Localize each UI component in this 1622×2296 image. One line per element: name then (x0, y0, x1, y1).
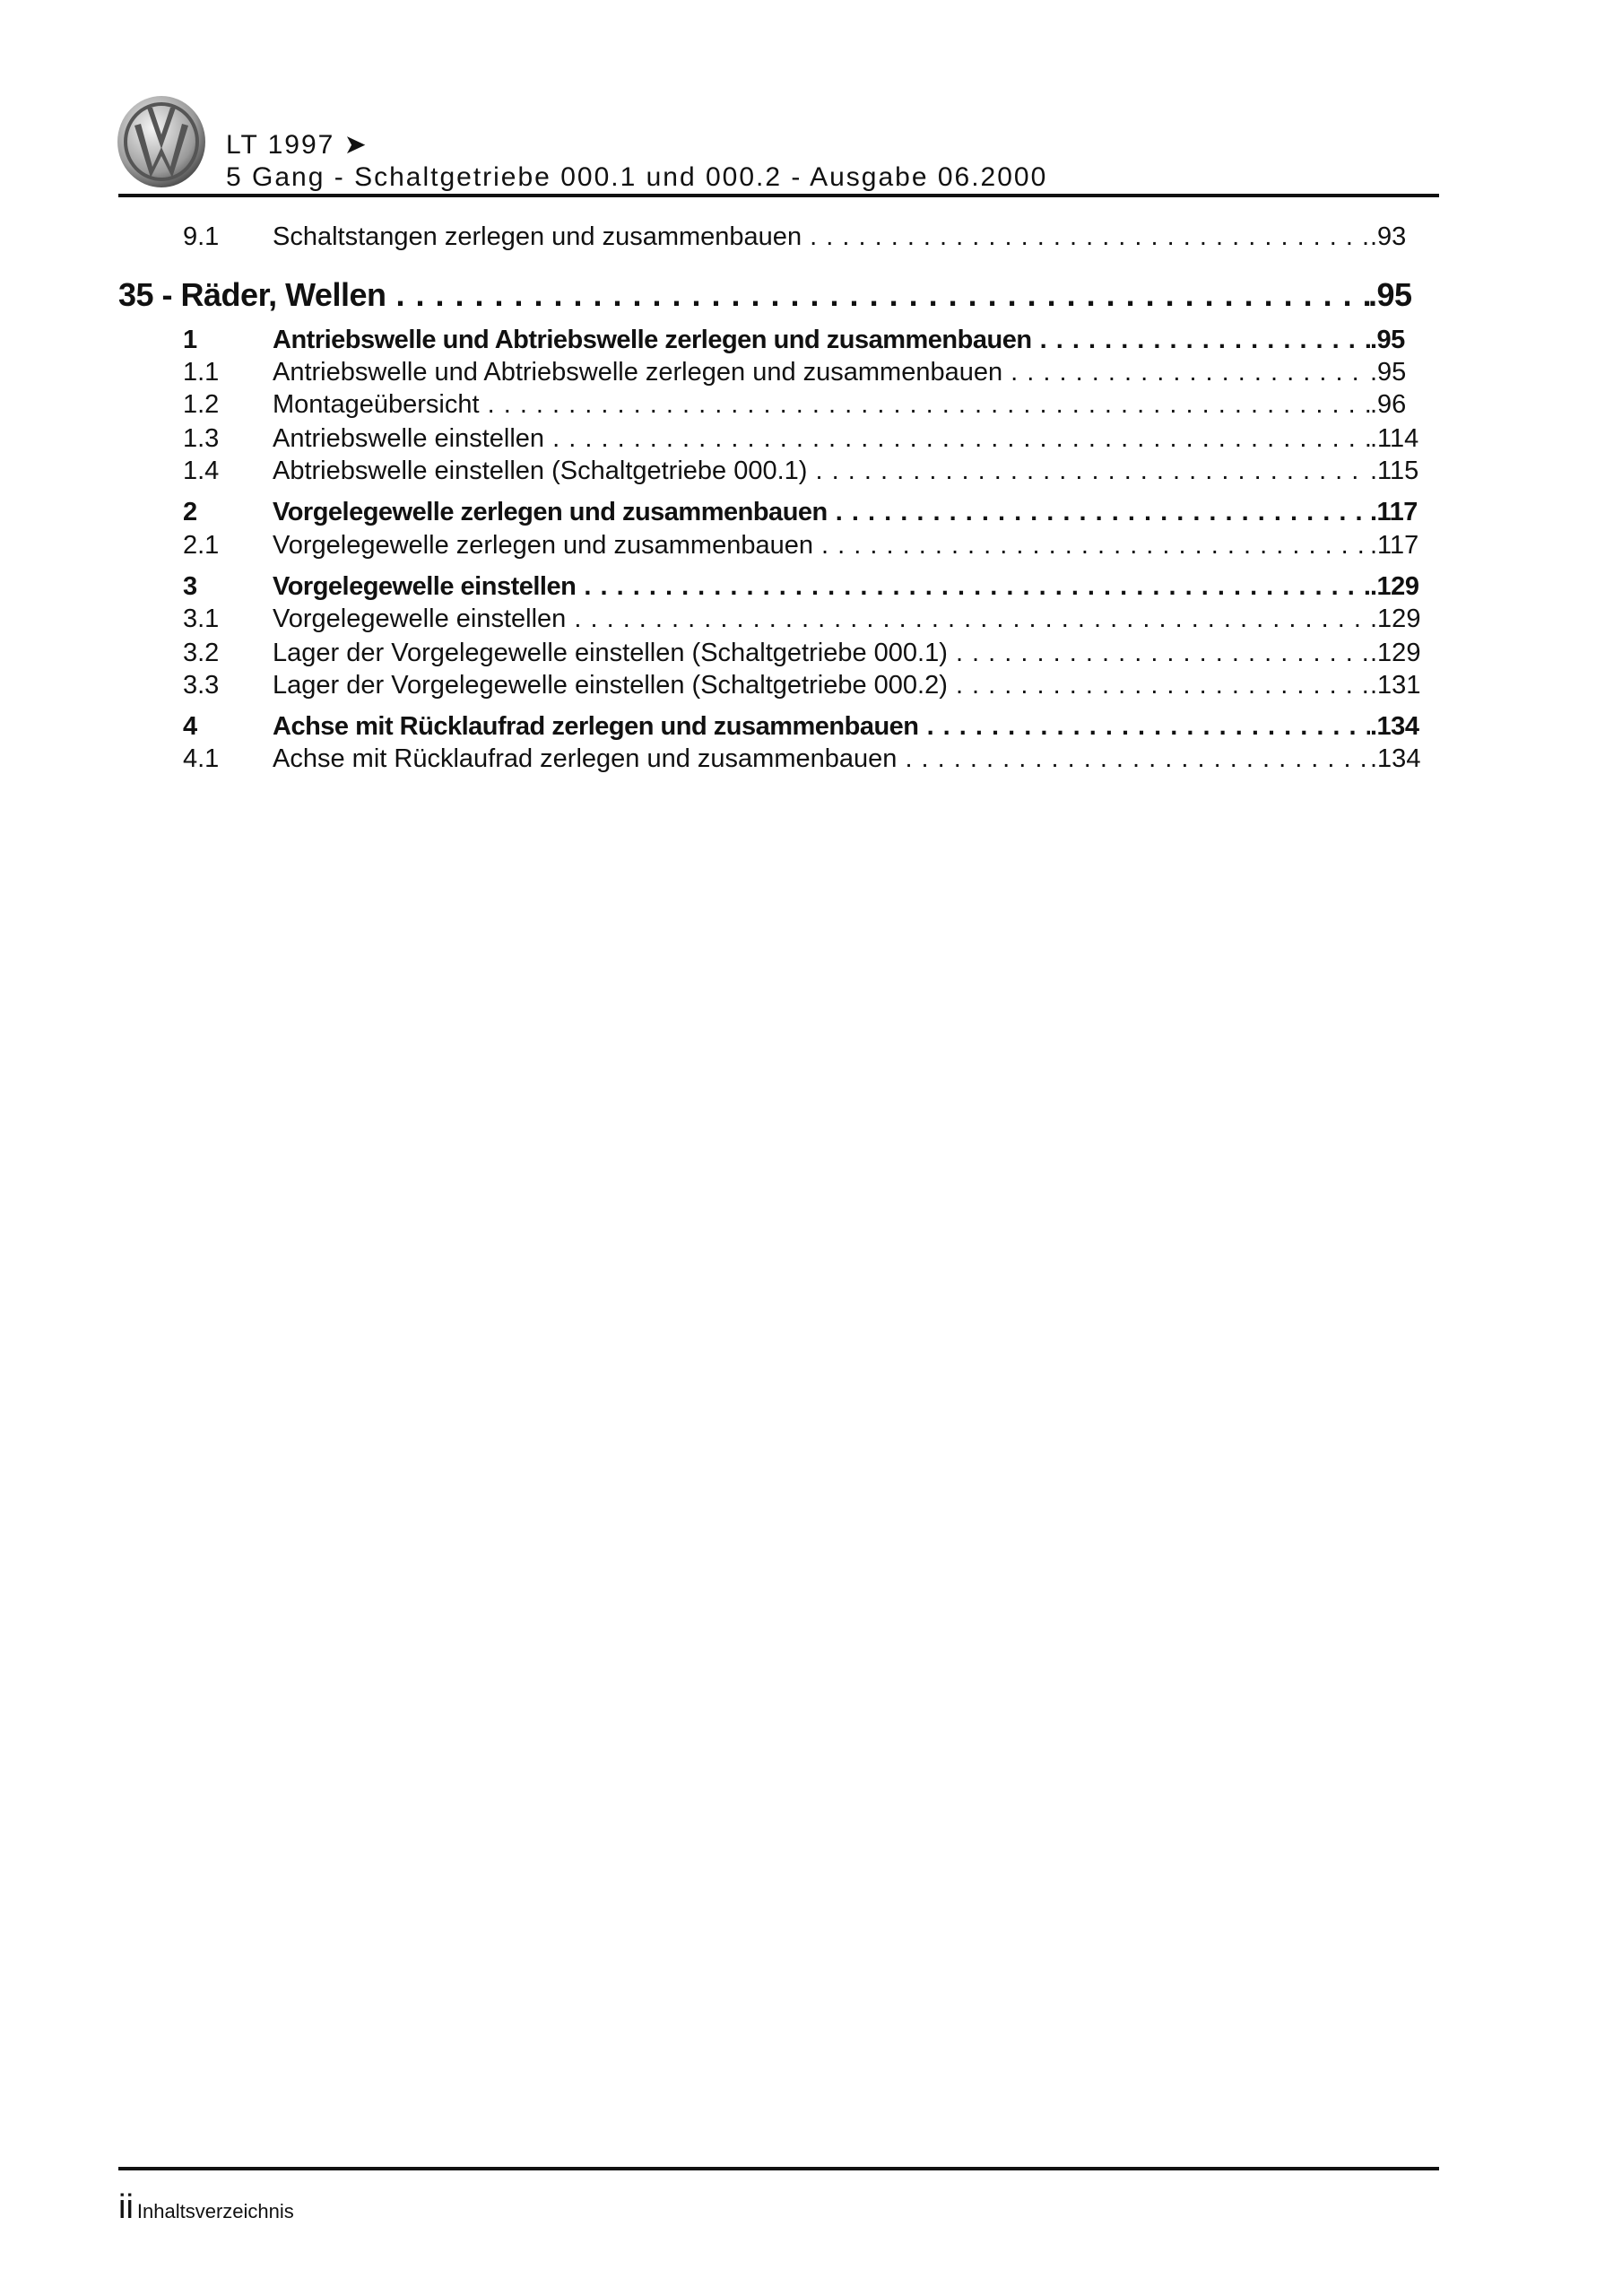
toc-page: .129 (1370, 639, 1421, 667)
toc-page: .129 (1370, 604, 1421, 633)
toc-page: .131 (1370, 671, 1421, 700)
toc-chapter[interactable] (118, 274, 1424, 316)
toc-entry[interactable] (118, 636, 1424, 670)
toc-entry[interactable] (118, 220, 1424, 254)
toc-page: .134 (1370, 744, 1421, 773)
toc-number: 1.3 (183, 424, 220, 453)
vw-logo (117, 95, 206, 188)
toc-page: .96 (1370, 390, 1407, 419)
toc-number: 1.1 (183, 358, 220, 387)
toc-page: .134 (1370, 712, 1419, 741)
toc-number: 3 (183, 572, 197, 601)
toc-number: 2.1 (183, 531, 220, 560)
toc-entry[interactable] (118, 668, 1424, 702)
toc-number: 3.3 (183, 671, 220, 700)
toc-title: Achse mit Rücklaufrad zerlegen und zusammenbauen . . . (273, 742, 1370, 776)
toc-page: .117 (1370, 498, 1418, 526)
toc-entry[interactable] (118, 323, 1424, 357)
footer-page-number: ii (118, 2188, 134, 2226)
toc-title: Lager der Vorgelegewelle einstellen (Schaltgetriebe 000.1) . . . (273, 636, 1370, 670)
toc-number: 4 (183, 712, 197, 741)
toc-entry[interactable] (118, 422, 1424, 456)
toc-number: 4.1 (183, 744, 220, 773)
toc-entry[interactable] (118, 528, 1424, 562)
toc-title: Schaltstangen zerlegen und zusammenbauen . . . (273, 220, 1370, 254)
toc-entry[interactable] (118, 355, 1424, 389)
toc-number: 1.2 (183, 390, 220, 419)
toc-page: .115 (1370, 457, 1419, 485)
toc-title: Antriebswelle einstellen . . . (273, 422, 1370, 456)
toc-number: 1.4 (183, 457, 220, 485)
toc-entry[interactable] (118, 602, 1424, 636)
header-divider (118, 194, 1439, 197)
toc-entry[interactable] (118, 570, 1424, 604)
toc-page: .95 (1370, 358, 1407, 387)
toc-title: Lager der Vorgelegewelle einstellen (Schaltgetriebe 000.2) . . . (273, 668, 1370, 702)
header-title: LT 1997 ➤ (226, 130, 369, 160)
toc-entry[interactable] (118, 709, 1424, 744)
toc-entry[interactable] (118, 454, 1424, 488)
toc-number: 3.2 (183, 639, 220, 667)
toc-title: Vorgelegewelle einstellen . . . (273, 602, 1370, 636)
toc-title: Vorgelegewelle einstellen . . . (273, 570, 1370, 604)
toc-number: 2 (183, 498, 197, 526)
toc-page: .129 (1370, 572, 1419, 601)
footer-section: Inhaltsverzeichnis (136, 2200, 294, 2222)
toc-title: 35 - Räder, Wellen . . . (118, 274, 1370, 316)
toc-page: .114 (1370, 424, 1419, 453)
toc-number: 3.1 (183, 604, 220, 633)
toc-title: Vorgelegewelle zerlegen und zusammenbauen . . . (273, 528, 1370, 562)
toc-entry[interactable] (118, 742, 1424, 776)
toc-entry[interactable] (118, 387, 1424, 422)
footer (118, 2188, 294, 2227)
toc-title: Antriebswelle und Abtriebswelle zerlegen und zusammenbauen . . . (273, 323, 1370, 357)
toc-page: .93 (1370, 222, 1407, 251)
toc-title: Abtriebswelle einstellen (Schaltgetriebe 000.1) . . . (273, 454, 1370, 488)
header-subtitle: 5 Gang - Schaltgetriebe 000.1 und 000.2 - Ausgabe 06.2000 (226, 162, 1048, 192)
toc-page: .95 (1368, 276, 1412, 313)
toc-page: .95 (1370, 326, 1405, 354)
toc-title: Vorgelegewelle zerlegen und zusammenbauen . . . (273, 495, 1370, 529)
toc-title: Antriebswelle und Abtriebswelle zerlegen und zusammenbauen . . . (273, 355, 1370, 389)
footer-divider (118, 2167, 1439, 2170)
toc-page: .117 (1370, 531, 1419, 560)
toc-title: Montageübersicht . . . (273, 387, 1370, 422)
toc-number: 1 (183, 326, 197, 354)
toc-number: 9.1 (183, 222, 220, 251)
toc-title: Achse mit Rücklaufrad zerlegen und zusammenbauen . . . (273, 709, 1370, 744)
toc-entry[interactable] (118, 495, 1424, 529)
